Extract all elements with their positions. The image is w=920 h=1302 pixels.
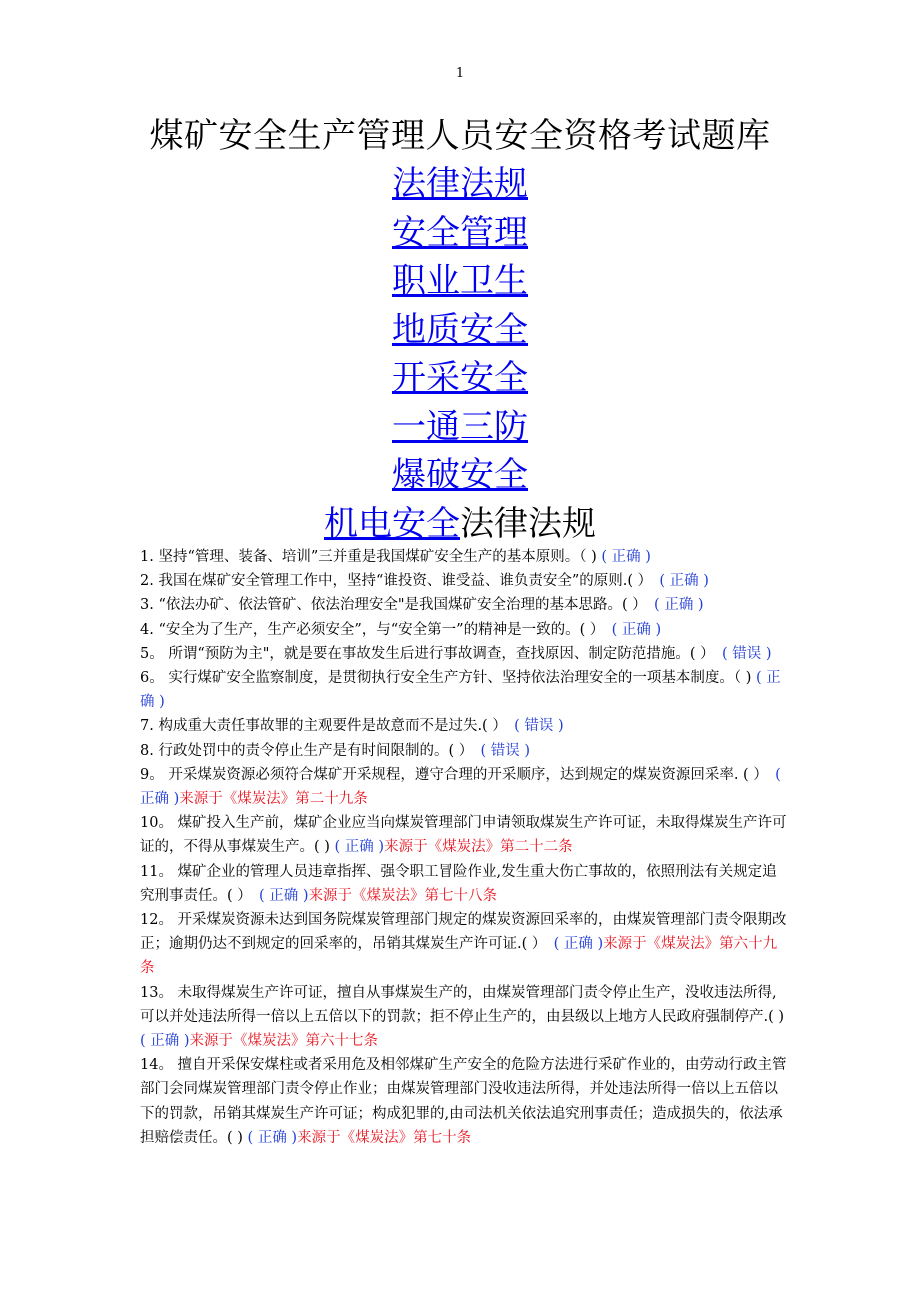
source-note: 来源于《煤炭法》第七十条: [297, 1129, 472, 1146]
question-item: [140, 981, 788, 1054]
question-text: 2. 我国在煤矿安全管理工作中，坚持“谁投资、谁受益、谁负责安全”的原则.( ）: [140, 573, 660, 590]
question-item: [140, 1053, 788, 1150]
question-item: [140, 860, 788, 908]
question-item: [140, 739, 788, 763]
answer-label: ( 错误 ): [721, 645, 772, 662]
toc-link-geological-safety[interactable]: 地质安全: [392, 309, 528, 350]
question-list: [140, 545, 788, 1150]
toc-link-laws[interactable]: 法律法规: [392, 164, 528, 204]
question-text: 9。 开采煤炭资源必须符合煤矿开采规程，遵守合理的开采顺序，达到规定的煤炭资源回采率. ( ）: [140, 766, 776, 783]
question-item: [140, 545, 788, 569]
question-item: [140, 618, 788, 642]
question-text: 14。 擅自开采保安煤柱或者采用危及相邻煤矿生产安全的危险方法进行采矿作业的，由劳动行政主管部门会同煤炭管理部门责令停止作业；由煤炭管理部门没收违法所得，并处违法所得一倍以上五倍以下的罚款，吊销其煤炭生产许可证；构成犯罪的,由司法机关依法追究刑事责任；造成损失的，依法承担赔偿责任。( ): [140, 1057, 787, 1146]
section-heading: 法律法规: [460, 503, 596, 544]
question-item: [140, 714, 788, 738]
source-note: 来源于《煤炭法》第七十八条: [308, 887, 498, 904]
answer-label: ( 正确 ): [659, 573, 709, 590]
answer-label: ( 正确 ): [654, 597, 704, 614]
question-item: [140, 593, 788, 617]
source-note: 来源于《煤炭法》第二十九条: [179, 791, 368, 808]
question-item: [140, 763, 788, 811]
answer-label: ( 正确 ): [553, 936, 604, 953]
question-text: 11。 煤矿企业的管理人员违章指挥、强令职工冒险作业,发生重大伤亡事故的，依照刑法有关规定追究刑事责任。( ）: [140, 863, 777, 904]
question-text: 13。 未取得煤炭生产许可证，擅自从事煤炭生产的，由煤炭管理部门责令停止生产，没收违法所得,可以并处违法所得一倍以上五倍以下的罚款；拒不停止生产的，由县级以上地方人民政府强制停产.( ): [140, 984, 785, 1025]
question-text: 12。 开采煤炭资源未达到国务院煤炭管理部门规定的煤炭资源回采率的，由煤炭管理部门责令限期改正；逾期仍达不到规定的回采率的，吊销其煤炭生产许可证.( ）: [140, 912, 787, 953]
question-item: [140, 642, 788, 666]
answer-label: ( 正确 ): [259, 887, 309, 904]
question-text: 5。 所谓“预防为主"，就是要在事故发生后进行事故调查，查找原因、制定防范措施。( ）: [140, 645, 722, 662]
answer-label: ( 正确 ): [140, 670, 781, 711]
question-text: 7. 构成重大责任事故罪的主观要件是故意而不是过失.( ）: [140, 718, 515, 735]
question-text: 10。 煤矿投入生产前，煤矿企业应当向煤炭管理部门申请领取煤炭生产许可证，未取得煤炭生产许可证的，不得从事煤炭生产。( ): [140, 815, 787, 856]
source-note: 来源于《煤炭法》第二十二条: [384, 839, 573, 856]
answer-label: ( 正确 ): [247, 1129, 298, 1146]
question-item: [140, 811, 788, 859]
toc-link-mining-safety[interactable]: 开采安全: [392, 358, 528, 398]
toc-link-ventilation-three-prevention[interactable]: 一通三防: [392, 406, 528, 447]
source-note: 来源于《煤炭法》第六十七条: [189, 1033, 379, 1050]
source-note: 来源于《煤炭法》第六十九条: [140, 936, 778, 977]
toc-link-blasting-safety[interactable]: 爆破安全: [392, 455, 528, 495]
document-title: 煤矿安全生产管理人员安全资格考试题库: [149, 116, 771, 156]
question-item: [140, 908, 788, 981]
answer-label: ( 正确 ): [601, 549, 651, 565]
answer-label: ( 正确 ): [611, 621, 662, 638]
question-text: 1. 坚持“管理、装备、培训”三并重是我国煤矿安全生产的基本原则。（ ): [140, 549, 602, 565]
answer-label: ( 错误 ): [480, 742, 531, 759]
page-number: 1: [455, 66, 465, 81]
question-text: 3. “依法办矿、依法管矿、依法治理安全"是我国煤矿安全治理的基本思路。( ）: [140, 597, 655, 614]
question-item: [140, 666, 788, 714]
answer-label: ( 正确 ): [140, 1033, 190, 1050]
question-text: 4. “安全为了生产，生产必须安全”，与“安全第一”的精神是一致的。( ）: [140, 621, 612, 638]
toc-link-safety-management[interactable]: 安全管理: [392, 212, 528, 253]
answer-label: ( 错误 ): [514, 718, 564, 735]
toc-link-occupational-health[interactable]: 职业卫生: [392, 261, 528, 301]
answer-label: ( 正确 ): [140, 766, 781, 808]
question-text: 8. 行政处罚中的责令停止生产是有时间限制的。( ）: [140, 742, 481, 759]
question-item: [140, 569, 788, 593]
table-of-contents: [0, 160, 920, 548]
question-text: 6。 实行煤矿安全监察制度，是贯彻执行安全生产方针、坚持依法治理安全的一项基本制度。（ ): [140, 670, 756, 687]
answer-label: ( 正确 ): [334, 839, 385, 856]
toc-link-electromechanical-safety[interactable]: 机电安全: [324, 503, 460, 544]
